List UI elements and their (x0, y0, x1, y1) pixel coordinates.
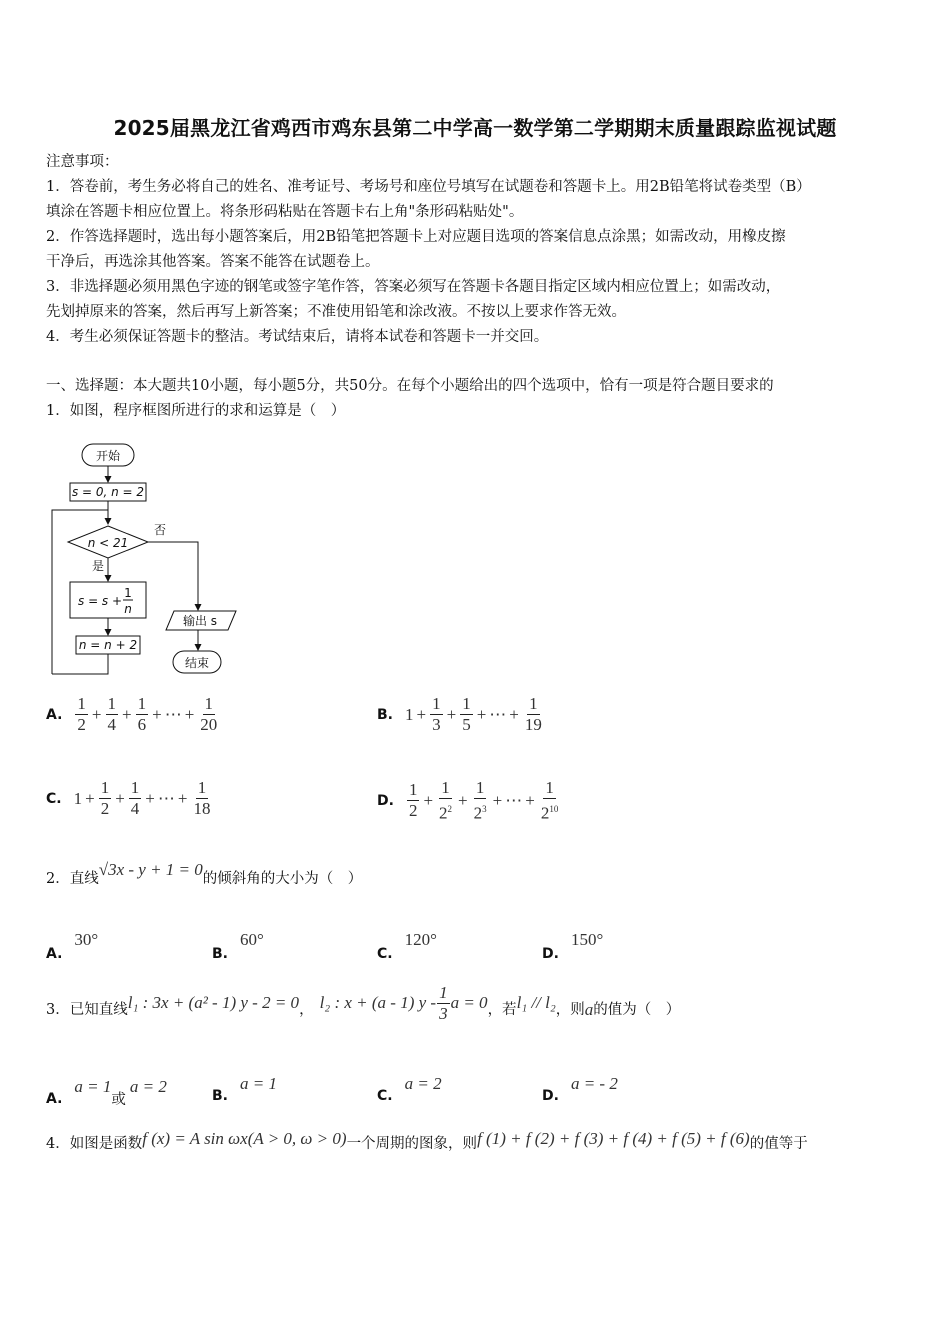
notice-line: 先划掉原来的答案，然后再写上新答案；不准使用铅笔和涂改液。不按以上要求作答无效。 (46, 304, 626, 320)
question-3-option-d[interactable]: D. a = - 2 (542, 1074, 618, 1104)
line-l2-equation: l₂ : x + (a - 1) y - $\frac{1}{3}$ a = 0 (319, 982, 488, 1023)
option-letter: B. (377, 706, 393, 723)
option-letter: C. (46, 790, 62, 807)
page-title: 2025届黑龙江省鸡西市鸡东县第二中学高一数学第二学期期末质量跟踪监视试题 (113, 116, 837, 140)
notice-line: 填涂在答题卡相应位置上。将条形码粘贴在答题卡右上角"条形码粘贴处"。 (46, 204, 524, 220)
question-1-stem: 1．如图，程序框图所进行的求和运算是（ ） (46, 403, 346, 419)
question-1-option-a[interactable] (46, 694, 220, 735)
option-formula: $\frac{1}{2}$ + $\frac{1}{2^2}$ + $\frac{1}{2^3}$ + ⋯ + $\frac{1}{2^{10}}$ (408, 778, 559, 823)
parallel-condition: l₁ // l₂ (516, 993, 556, 1012)
flow-update-n-label: n = n + 2 (78, 638, 138, 652)
flow-end-label: 结束 (184, 656, 210, 670)
flow-update-s-den: n (124, 602, 132, 616)
question-4-stem: 4．如图是函数 f (x) = A sin ωx(A > 0, ω > 0) 一个周期的图象，则 f (1) + f (2) + f (3) + f (4) + f (5) + f (6) 的值等于 (46, 1129, 808, 1152)
option-letter: A. (46, 706, 63, 723)
flow-output-label: 输出 s (182, 614, 218, 628)
flow-start-label: 开始 (95, 449, 121, 463)
question-2-option-c[interactable]: C. 120° (377, 930, 437, 962)
flow-decision-label: n < 21 (87, 536, 129, 550)
question-1-option-d[interactable] (377, 778, 561, 824)
flow-init-label: s = 0, n = 2 (71, 485, 145, 499)
function-definition: f (x) = A sin ωx(A > 0, ω > 0) (142, 1129, 347, 1148)
question-3-option-b[interactable]: B. a = 1 (212, 1074, 277, 1104)
flow-update-s-lhs: s = s + (78, 594, 123, 608)
question-2-stem: 2．直线√3x - y + 1 = 0的倾斜角的大小为（ ） (46, 860, 363, 887)
option-formula: 1 + $\frac{1}{3}$ + $\frac{1}{5}$ + ⋯ + $\frac{1}{19}$ (405, 694, 542, 734)
option-formula: 1 + $\frac{1}{2}$ + $\frac{1}{4}$ + ⋯ + $\frac{1}{18}$ (73, 778, 211, 818)
flowchart-diagram (40, 438, 250, 683)
option-letter: D. (377, 792, 394, 809)
question-1-option-c[interactable] (46, 778, 213, 819)
notice-heading: 注意事项： (46, 154, 119, 170)
question-3-option-a[interactable]: A. a = 1 或 a = 2 (46, 1076, 167, 1108)
option-formula: $\frac{1}{2}$ + $\frac{1}{4}$ + $\frac{1}{6}$ + ⋯ + $\frac{1}{20}$ (77, 694, 218, 734)
notice-line: 2．作答选择题时，选出每小题答案后，用2B铅笔把答题卡上对应题目选项的答案信息点涂黑；如需改动，用橡皮擦 (46, 229, 786, 245)
question-2-equation: √3x - y + 1 = 0 (98, 860, 203, 879)
flow-update-s-num: 1 (124, 586, 132, 600)
function-sum: f (1) + f (2) + f (3) + f (4) + f (5) + f (6) (477, 1129, 750, 1148)
question-2-option-d[interactable]: D. 150° (542, 930, 604, 962)
flow-yes-label: 是 (92, 559, 105, 573)
question-1-option-b[interactable] (377, 694, 545, 735)
question-2-option-a[interactable]: A. 30° (46, 930, 99, 962)
notice-line: 3．非选择题必须用黑色字迹的钢笔或签字笔作答，答案必须写在答题卡各题目指定区域内相应位置上；如需改动， (46, 279, 781, 295)
notice-line: 干净后，再选涂其他答案。答案不能答在试题卷上。 (46, 254, 380, 270)
section-heading: 一、选择题：本大题共10小题，每小题5分，共50分。在每个小题给出的四个选项中，恰有一项是符合题目要求的 (46, 378, 774, 394)
question-3-stem: 3．已知直线 l₁ : 3x + (a² - 1) y - 2 = 0 ， l₂ : x + (a - 1) y - $\frac{1}{3}$ a = 0 ，若 l₁ // l₂ ，则 a 的值为（ ） (46, 982, 681, 1023)
question-3-option-c[interactable]: C. a = 2 (377, 1074, 442, 1104)
flow-no-label: 否 (154, 523, 167, 537)
line-l1-equation: l₁ : 3x + (a² - 1) y - 2 = 0 (127, 993, 300, 1012)
question-2-option-b[interactable]: B. 60° (212, 930, 264, 962)
notice-line: 4．考生必须保证答题卡的整洁。考试结束后，请将本试卷和答题卡一并交回。 (46, 329, 549, 345)
notice-line: 1．答卷前，考生务必将自己的姓名、准考证号、考场号和座位号填写在试题卷和答题卡上。用2B铅笔将试卷类型（B） (46, 179, 811, 195)
